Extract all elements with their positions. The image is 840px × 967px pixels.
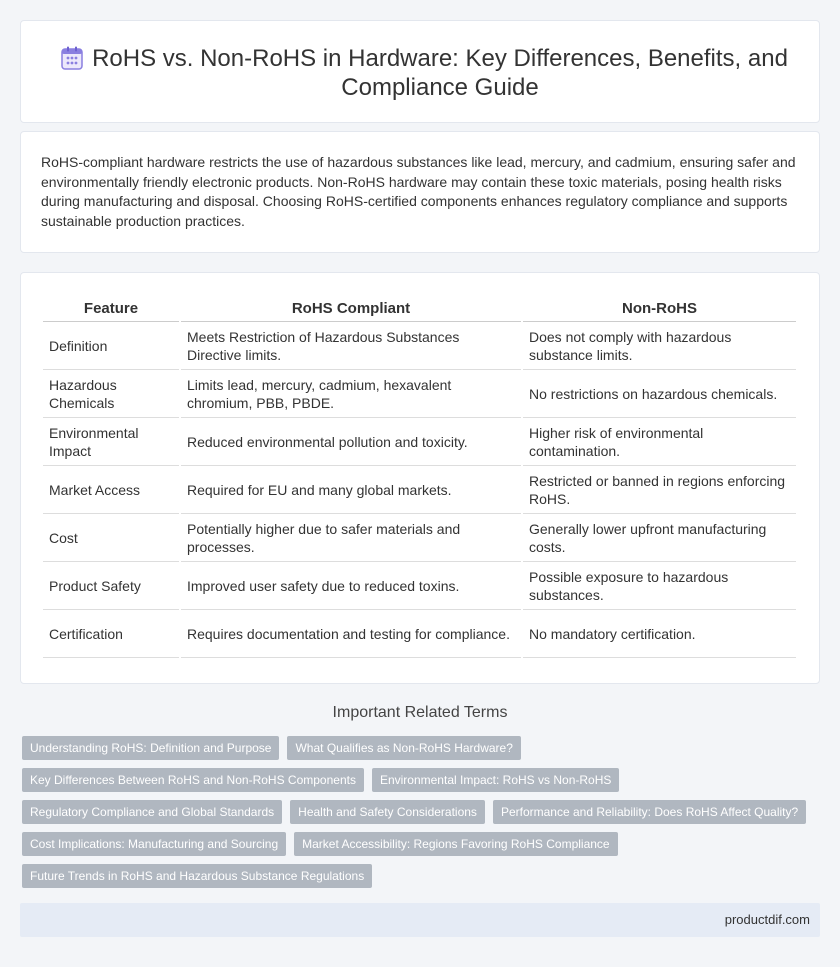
cell-rohs: Improved user safety due to reduced toxins. xyxy=(181,562,521,610)
document-icon xyxy=(61,46,83,70)
related-term-tag[interactable]: Environmental Impact: RoHS vs Non-RoHS xyxy=(372,768,619,792)
related-term-tag[interactable]: Performance and Reliability: Does RoHS Affect Quality? xyxy=(493,800,806,824)
table-row xyxy=(43,514,796,562)
page-title: RoHS vs. Non-RoHS in Hardware: Key Differences, Benefits, and Compliance Guide xyxy=(92,45,788,101)
cell-non-rohs: Does not comply with hazardous substance limits. xyxy=(523,322,796,370)
table-row xyxy=(43,610,796,658)
related-term-tag[interactable]: Key Differences Between RoHS and Non-RoHS Components xyxy=(22,768,364,792)
cell-feature: Certification xyxy=(43,610,179,658)
table-row xyxy=(43,322,796,370)
intro-card xyxy=(20,131,820,253)
cell-non-rohs: No restrictions on hazardous chemicals. xyxy=(523,370,796,418)
related-term-tag[interactable]: Future Trends in RoHS and Hazardous Substance Regulations xyxy=(22,864,372,888)
table-row xyxy=(43,370,796,418)
footer-site-link[interactable]: productdif.com xyxy=(724,912,810,927)
cell-feature: Environmental Impact xyxy=(43,418,179,466)
title-card xyxy=(20,20,820,123)
table-row xyxy=(43,466,796,514)
cell-non-rohs: Possible exposure to hazardous substances. xyxy=(523,562,796,610)
header-non-rohs: Non-RoHS xyxy=(523,295,796,322)
cell-feature: Market Access xyxy=(43,466,179,514)
cell-rohs: Reduced environmental pollution and toxicity. xyxy=(181,418,521,466)
related-term-tag[interactable]: Understanding RoHS: Definition and Purpose xyxy=(22,736,279,760)
cell-rohs: Limits lead, mercury, cadmium, hexavalent chromium, PBB, PBDE. xyxy=(181,370,521,418)
related-term-tag[interactable]: Market Accessibility: Regions Favoring RoHS Compliance xyxy=(294,832,617,856)
table-row xyxy=(43,562,796,610)
comparison-table-card xyxy=(20,272,820,684)
related-term-tag[interactable]: Health and Safety Considerations xyxy=(290,800,485,824)
related-terms-heading: Important Related Terms xyxy=(332,704,508,721)
cell-rohs: Required for EU and many global markets. xyxy=(181,466,521,514)
cell-non-rohs: Higher risk of environmental contamination. xyxy=(523,418,796,466)
related-terms-tags xyxy=(22,736,812,896)
comparison-table xyxy=(41,295,798,658)
cell-rohs: Meets Restriction of Hazardous Substances Directive limits. xyxy=(181,322,521,370)
related-term-tag[interactable]: Regulatory Compliance and Global Standards xyxy=(22,800,282,824)
header-rohs: RoHS Compliant xyxy=(181,295,521,322)
footer xyxy=(20,903,820,937)
table-header-row xyxy=(43,295,796,322)
table-row xyxy=(43,418,796,466)
cell-non-rohs: No mandatory certification. xyxy=(523,610,796,658)
cell-non-rohs: Generally lower upfront manufacturing costs. xyxy=(523,514,796,562)
cell-rohs: Potentially higher due to safer materials and processes. xyxy=(181,514,521,562)
related-term-tag[interactable]: Cost Implications: Manufacturing and Sourcing xyxy=(22,832,286,856)
cell-feature: Hazardous Chemicals xyxy=(43,370,179,418)
header-feature: Feature xyxy=(43,295,179,322)
cell-feature: Definition xyxy=(43,322,179,370)
related-term-tag[interactable]: What Qualifies as Non-RoHS Hardware? xyxy=(287,736,520,760)
cell-feature: Cost xyxy=(43,514,179,562)
intro-paragraph: RoHS-compliant hardware restricts the use of hazardous substances like lead, mercury, and cadmium, ensuring safer and environmentally friendly electronic products. Non-RoHS hardware may contain these toxic materials, posing health risks during manufacturing and disposal. Choosing RoHS-certified components enhances regulatory compliance and supports sustainable production practices. xyxy=(41,154,796,229)
cell-feature: Product Safety xyxy=(43,562,179,610)
cell-non-rohs: Restricted or banned in regions enforcing RoHS. xyxy=(523,466,796,514)
cell-rohs: Requires documentation and testing for compliance. xyxy=(181,610,521,658)
